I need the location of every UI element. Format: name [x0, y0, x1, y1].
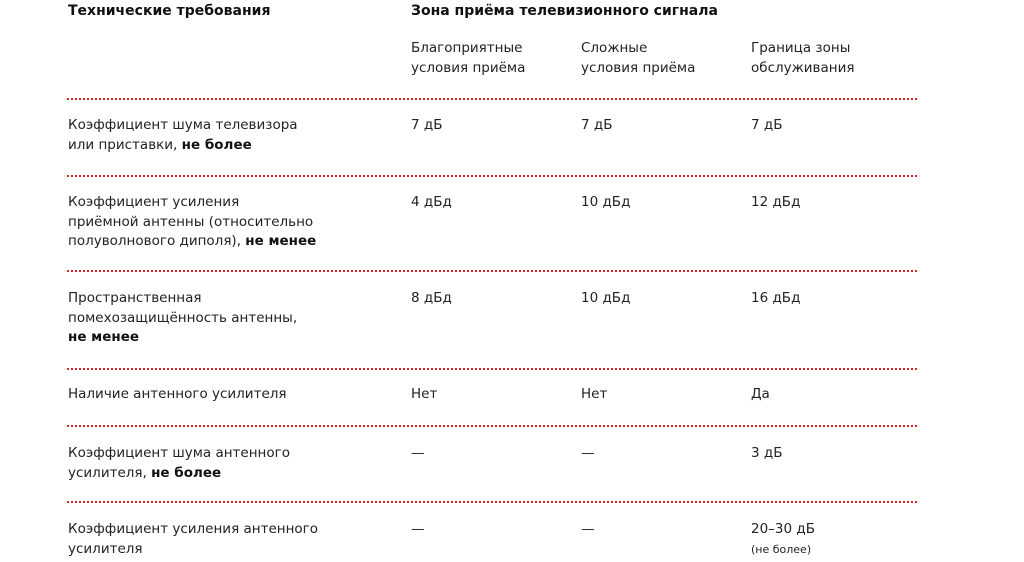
subheader-favorable-line1: Благоприятные — [411, 40, 523, 56]
row-qualifier: не более — [151, 464, 222, 481]
table-cell: Нет — [581, 386, 608, 402]
row-label-line: Пространственная — [68, 290, 202, 306]
row-separator — [67, 175, 917, 177]
table-cell: 4 дБд — [411, 194, 452, 210]
row-separator — [67, 98, 917, 100]
row-qualifier: не менее — [68, 329, 140, 345]
subheader-border-line2: обслуживания — [751, 60, 855, 76]
table-cell: 7 дБ — [751, 117, 783, 133]
row-label-interference-immunity — [68, 289, 368, 348]
table-cell: — — [411, 521, 425, 537]
subheader-difficult — [581, 38, 741, 78]
table-cell-value: 20–30 дБ — [751, 521, 815, 537]
table-cell: 10 дБд — [581, 290, 631, 306]
row-separator — [67, 270, 917, 272]
row-label-line: Коэффициент усиления антенного — [68, 521, 319, 537]
row-label-line: усилителя — [68, 540, 143, 557]
row-label-line: полуволнового диполя), — [68, 233, 246, 249]
row-separator — [67, 368, 917, 370]
row-label-amplifier-presence — [68, 385, 368, 405]
table-cell: 8 дБд — [411, 290, 452, 306]
subheader-border-line1: Граница зоны — [751, 40, 851, 56]
table-cell: Нет — [411, 386, 438, 402]
row-label-line: Коэффициент шума антенного — [68, 445, 290, 461]
table-cell: — — [581, 445, 595, 461]
row-label-line: Коэффициент усиления — [68, 194, 240, 210]
table-cell: — — [581, 521, 595, 537]
table-cell: 7 дБ — [411, 117, 443, 133]
row-label-noise-tv — [68, 116, 368, 155]
table-cell: 7 дБ — [581, 117, 613, 133]
row-qualifier: не более — [181, 136, 252, 153]
row-separator — [67, 501, 917, 503]
subheader-difficult-line1: Сложные — [581, 40, 648, 56]
table-cell: 10 дБд — [581, 194, 631, 210]
row-separator — [67, 425, 917, 427]
table-cell: — — [411, 445, 425, 461]
row-label-amplifier-noise — [68, 444, 368, 483]
subheader-difficult-line2: условия приёма — [581, 60, 696, 76]
table-cell — [751, 520, 921, 559]
column-header-zone: Зона приёма телевизионного сигнала — [411, 3, 718, 19]
row-label-line: или приставки, — [68, 136, 182, 153]
row-label-line: приёмной антенны (относительно — [68, 213, 314, 230]
subheader-favorable-line2: условия приёма — [411, 60, 526, 76]
row-label-line: усилителя, — [68, 464, 152, 481]
table-cell: 3 дБ — [751, 445, 783, 461]
column-header-requirements: Технические требования — [68, 3, 271, 19]
table-cell: 16 дБд — [751, 290, 801, 306]
table-cell: 12 дБд — [751, 194, 801, 210]
row-label-line: Наличие антенного усилителя — [68, 386, 287, 402]
row-label-line: помехозащищённость антенны, — [68, 309, 298, 326]
row-qualifier: не менее — [245, 233, 317, 249]
table-cell: Да — [751, 386, 770, 402]
subheader-border — [751, 38, 921, 78]
table-cell-note: (не более) — [751, 542, 812, 556]
row-label-amplifier-gain — [68, 520, 368, 559]
row-label-antenna-gain — [68, 193, 368, 252]
row-label-line: Коэффициент шума телевизора — [68, 117, 298, 133]
subheader-favorable — [411, 38, 571, 78]
